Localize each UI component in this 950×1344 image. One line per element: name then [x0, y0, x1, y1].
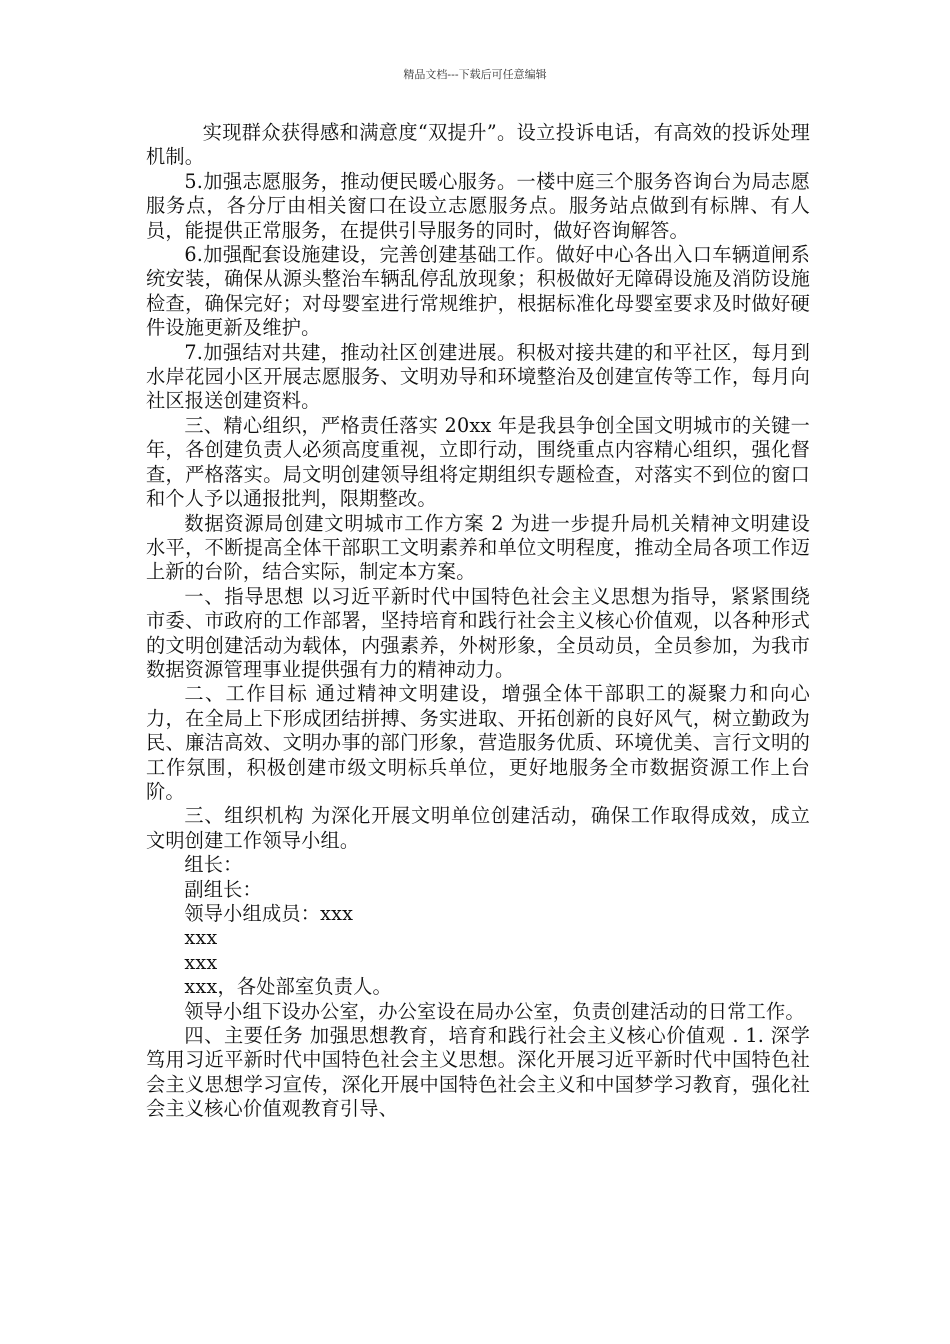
document-body — [146, 121, 810, 1122]
paragraph: 数据资源局创建文明城市工作方案 2 为进一步提升局机关精神文明建设水平，不断提高全体干部职工文明素养和单位文明程度，推动全局各项工作迈上新的台阶，结合实际，制定本方案。 — [146, 511, 810, 584]
paragraph: 三、组织机构 为深化开展文明单位创建活动，确保工作取得成效，成立文明创建工作领导小组。 — [146, 804, 810, 852]
paragraph: xxx，各处部室负责人。 — [184, 975, 392, 999]
paragraph: 二、工作目标 通过精神文明建设，增强全体干部职工的凝聚力和向心力，在全局上下形成团结拼搏、务实进取、开拓创新的良好风气，树立勤政为民、廉洁高效、文明办事的部门形象，营造服务优质、环境优美、言行文明的工作氛围，积极创建市级文明标兵单位，更好地服务全市数据资源工作上台阶。 — [146, 682, 810, 803]
paragraph: xxx — [184, 950, 218, 974]
paragraph: 5.加强志愿服务，推动便民暖心服务。一楼中庭三个服务咨询台为局志愿服务点，各分厅由相关窗口在设立志愿服务点。服务站点做到有标牌、有人员，能提供正常服务，在提供引导服务的同时，做好咨询解答。 — [146, 169, 810, 242]
paragraph: 7.加强结对共建，推动社区创建进展。积极对接共建的和平社区，每月到水岸花园小区开展志愿服务、文明劝导和环境整治及创建宣传等工作，每月向社区报送创建资料。 — [146, 340, 810, 413]
page-header: 精品文档---下载后可任意编辑 — [403, 68, 547, 81]
paragraph: 领导小组成员：xxx — [184, 902, 354, 925]
paragraph: 三、精心组织，严格责任落实 20xx 年是我县争创全国文明城市的关键一年，各创建负责人必须高度重视，立即行动，围绕重点内容精心组织，强化督查，严格落实。局文明创建领导组将定期组织专题检查，对落实不到位的窗口和个人予以通报批判，限期整改。 — [146, 413, 810, 511]
paragraph: 领导小组下设办公室，办公室设在局办公室，负责创建活动的日常工作。 — [184, 999, 805, 1023]
paragraph: 实现群众获得感和满意度“双提升”。设立投诉电话，有高效的投诉处理机制。 — [146, 121, 810, 169]
paragraph: 6.加强配套设施建设，完善创建基础工作。做好中心各出入口车辆道闸系统安装，确保从源头整治车辆乱停乱放现象；积极做好无障碍设施及消防设施检查，确保完好；对母婴室进行常规维护，根据标准化母婴室要求及时做好硬件设施更新及维护。 — [146, 243, 810, 340]
paragraph: xxx — [184, 926, 218, 950]
paragraph: 副组长： — [184, 877, 262, 901]
paragraph: 四、主要任务 加强思想教育，培育和践行社会主义核心价值观 . 1. 深学笃用习近平新时代中国特色社会主义思想。深化开展习近平新时代中国特色社会主义思想学习宣传，深化开展中国特色社会主义和中国梦学习教育，强化社会主义核心价值观教育引导、 — [146, 1024, 810, 1121]
paragraph: 一、指导思想 以习近平新时代中国特色社会主义思想为指导，紧紧围绕市委、市政府的工作部署，坚持培育和践行社会主义核心价值观，以各种形式的文明创建活动为载体，内强素养，外树形象，全员动员，全员参加，为我市数据资源管理事业提供强有力的精神动力。 — [146, 584, 810, 681]
paragraph: 组长： — [184, 853, 243, 877]
